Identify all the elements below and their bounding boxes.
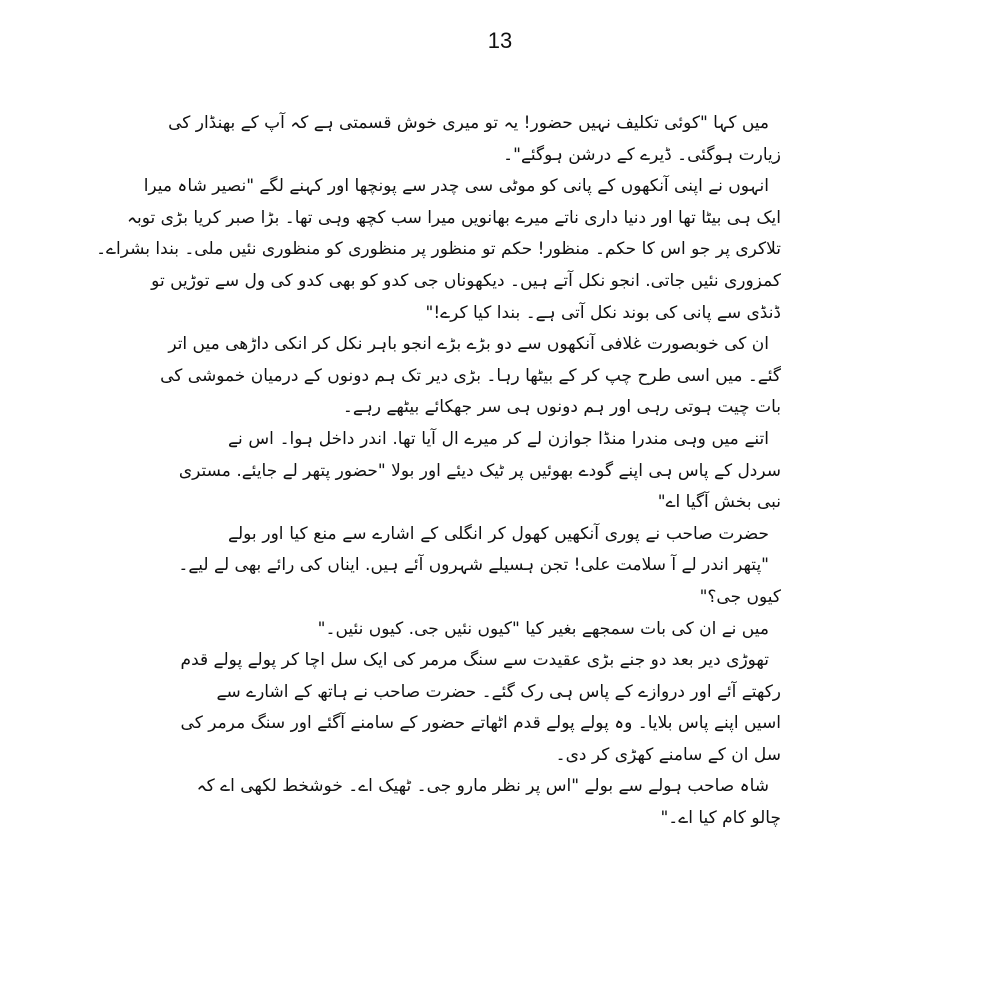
text-line: کمزوری نئیں جاتی. انجو نکل آتے ہیں۔ دیکھوناں جی کدو کو بھی کدو کی ول سے توڑیں تو [151, 270, 781, 291]
text-line: رکھتے آئے اور دروازے کے پاس ہی رک گئے۔ حضرت صاحب نے ہاتھ کے اشارے سے [216, 681, 781, 702]
text-line: تلاکری پر جو اس کا حکم۔ منظور! حکم تو منظور پر منظوری کو منظوری نئیں ملی۔ بندا بشراے۔ [96, 239, 781, 260]
text-line: نبی بخش آگیا اے" [657, 492, 781, 513]
text-line: ان کی خوبصورت غلافی آنکھوں سے دو بڑے بڑے انجو باہر نکل کر انکی داڑھی میں اتر [168, 334, 769, 355]
text-line: اسیں اپنے پاس بلایا۔ وہ پولے پولے قدم اٹھاتے حضور کے سامنے آگئے اور سنگ مرمر کی [180, 713, 781, 734]
text-line: سل ان کے سامنے کھڑی کر دی۔ [555, 744, 781, 765]
text-line: سردل کے پاس ہی اپنے گودے بھوئیں پر ٹیک دیئے اور بولا "حضور پتھر لے جایئے. مستری [178, 460, 781, 481]
text-line: زیارت ہوگئی۔ ڈیرے کے درشن ہوگئے"۔ [503, 144, 781, 165]
body-text [96, 108, 781, 835]
text-line: انہوں نے اپنی آنکھوں کے پانی کو موٹی سی چدر سے پونچھا اور کہنے لگے "نصیر شاہ میرا [143, 176, 769, 197]
text-line: میں نے ان کی بات سمجھے بغیر کیا "کیوں نئیں جی. کیوں نئیں۔" [317, 618, 769, 639]
text-line: میں کہا "کوئی تکلیف نہیں حضور! یہ تو میری خوش قسمتی ہے کہ آپ کے بھنڈار کی [168, 113, 769, 133]
text-line: حضرت صاحب نے پوری آنکھیں کھول کر انگلی کے اشارے سے منع کیا اور بولے [228, 523, 769, 544]
text-line: ڈنڈی سے پانی کی بوند نکل آتی ہے۔ بندا کیا کرے!" [425, 302, 781, 323]
text-line: تھوڑی دیر بعد دو جنے بڑی عقیدت سے سنگ مرمر کی ایک سل اچا کر پولے پولے قدم [180, 650, 769, 671]
page-number: 13 [487, 28, 513, 53]
text-line: "پتھر اندر لے آ سلامت علی! تجن ہسیلے شہروں آئے ہیں. ایناں کی رائے بھی لے لیے۔ [178, 555, 769, 576]
text-line: بات چیت ہوتی رہی اور ہم دونوں ہی سر جھکائے بیٹھے رہے۔ [342, 397, 781, 418]
text-line: کیوں جی؟" [699, 586, 781, 607]
text-line: ایک ہی بیٹا تھا اور دنیا داری ناتے میرے بھانویں میرا سب کچھ وہی تھا۔ بڑا صبر کریا بڑی توبہ [127, 207, 781, 228]
text-line: شاہ صاحب ہولے سے بولے "اس پر نظر مارو جی۔ ٹھیک اے۔ خوشخط لکھی اے کہ [196, 776, 769, 797]
text-line: چالو کام کیا اے۔" [660, 808, 781, 829]
text-line: اتنے میں وہی مندرا منڈا جوازن لے کر میرے ال آیا تھا. اندر داخل ہوا۔ اس نے [228, 428, 769, 449]
text-line: گئے۔ میں اسی طرح چپ کر کے بیٹھا رہا۔ بڑی دیر تک ہم دونوں کے درمیان خموشی کی [160, 365, 781, 386]
